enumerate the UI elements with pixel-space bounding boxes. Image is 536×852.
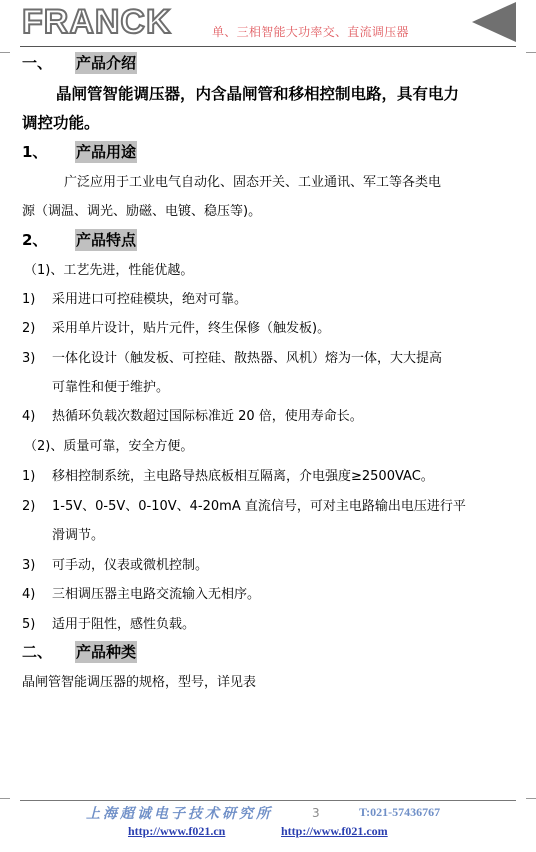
section-number: 二、 (22, 643, 53, 661)
usage-text-line: 广泛应用于工业电气自动化、固态开关、工业通讯、军工等各类电 (64, 175, 442, 190)
header-tagline: 单、三相智能大功率交、直流调压器 (212, 25, 409, 39)
item-text: 移相控制系统，主电路导热底板相互隔离，介电强度≥2500VAC。 (52, 469, 434, 484)
footer-rule (20, 800, 516, 801)
item-text: 一体化设计（触发板、可控硅、散热器、风机）熔为一体，大大提高 (52, 351, 443, 366)
list-item (22, 467, 516, 487)
item-number: 2) (22, 321, 36, 336)
list-item (22, 407, 516, 427)
crop-mark (0, 798, 10, 799)
item-text: 采用单片设计，贴片元件，终生保修（触发板)。 (52, 321, 331, 336)
section-heading-features (22, 229, 137, 251)
section-number: 2、 (22, 231, 48, 249)
list-item (22, 349, 516, 399)
item-number: 4) (22, 409, 36, 424)
item-text: 可靠性和便于维护。 (52, 380, 170, 395)
intro-text-line: 晶闸管智能调压器，内含晶闸管和移相控制电路，具有电力 (56, 85, 460, 103)
page-number: 3 (312, 806, 320, 820)
list-item (22, 556, 516, 576)
section-title: 产品特点 (76, 231, 137, 249)
types-text: 晶闸管智能调压器的规格，型号，详见表 (22, 675, 257, 690)
section-title: 产品用途 (76, 143, 137, 161)
feature-group-title: （2)、质量可靠，安全方便。 (24, 439, 194, 454)
item-number: 2) (22, 499, 36, 514)
item-text: 滑调节。 (52, 528, 105, 543)
item-text: 可手动，仪表或微机控制。 (52, 558, 209, 573)
item-number: 3) (22, 558, 36, 573)
footer-phone: T:021-57436767 (359, 805, 441, 819)
list-item (22, 615, 516, 635)
intro-text-line: 调控功能。 (22, 114, 100, 132)
triangle-arrow-icon (470, 2, 516, 42)
item-number: 1) (22, 469, 36, 484)
item-text: 适用于阻性，感性负载。 (52, 617, 196, 632)
footer-link-com[interactable]: http://www.f021.com (281, 824, 388, 838)
feature-group-title: （1)、工艺先进，性能优越。 (24, 263, 194, 278)
list-item (22, 290, 516, 310)
footer-company: 上海超诚电子技术研究所 (86, 806, 273, 822)
section-heading-usage (22, 141, 137, 163)
item-number: 1) (22, 292, 36, 307)
franck-logo: FRANCK (22, 3, 172, 41)
item-number: 3) (22, 351, 36, 366)
section-title: 产品种类 (76, 643, 137, 661)
list-item (22, 585, 516, 605)
crop-mark (526, 798, 536, 799)
item-text: 三相调压器主电路交流输入无相序。 (52, 587, 261, 602)
list-item (22, 497, 516, 547)
item-number: 4) (22, 587, 36, 602)
item-text: 热循环负载次数超过国际标准近 20 倍，使用寿命长。 (52, 409, 363, 424)
section-number: 一、 (22, 54, 53, 72)
list-item (22, 319, 516, 339)
section-title: 产品介绍 (76, 54, 137, 72)
section-number: 1、 (22, 143, 48, 161)
footer-link-cn[interactable]: http://www.f021.cn (128, 824, 226, 838)
crop-mark (0, 52, 10, 53)
section-heading-types (22, 641, 137, 663)
item-text: 采用进口可控硅模块，绝对可靠。 (52, 292, 248, 307)
crop-mark (526, 52, 536, 53)
section-heading-intro (22, 52, 137, 74)
item-text: 1-5V、0-5V、0-10V、4-20mA 直流信号，可对主电路输出电压进行平 (52, 499, 466, 514)
header-rule (20, 46, 516, 47)
usage-text-line: 源（调温、调光、励磁、电镀、稳压等)。 (22, 204, 262, 219)
item-number: 5) (22, 617, 36, 632)
